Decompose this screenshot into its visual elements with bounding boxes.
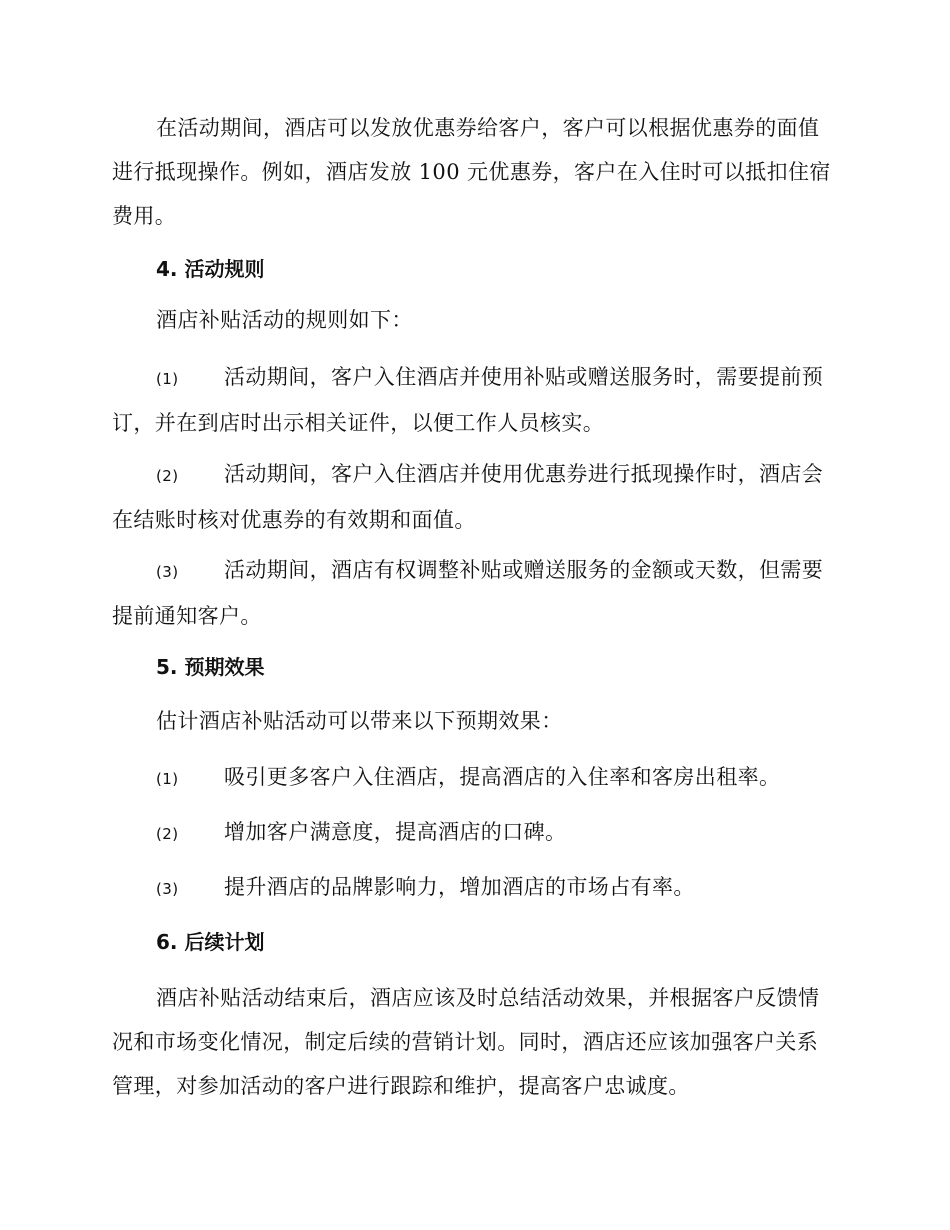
rule-item-2-continued: 在结账时核对优惠券的有效期和面值。 [112,508,476,532]
effect-item-3-number: (3) [156,880,179,898]
section-6-paragraph [112,976,832,1108]
section-5-intro: 估计酒店补贴活动可以带来以下预期效果： [156,709,563,733]
rule-item-3-continued: 提前通知客户。 [112,604,262,628]
section-4-intro: 酒店补贴活动的规则如下： [156,308,413,332]
coupon-line-2: 进行抵现操作。例如，酒店发放 100 元优惠券，客户在入住时可以抵扣住宿 [112,160,831,184]
effect-item-1 [112,755,832,801]
effect-item-2-text: 增加客户满意度，提高酒店的口碑。 [224,820,567,844]
section-4-heading: 4. 活动规则 [156,257,265,281]
section-5-heading: 5. 预期效果 [156,655,265,679]
coupon-line-1: 在活动期间，酒店可以发放优惠券给客户，客户可以根据优惠券的面值 [156,116,820,140]
rule-item-2-text: 活动期间，客户入住酒店并使用优惠券进行抵现操作时，酒店会 [224,462,824,486]
effect-item-1-text: 吸引更多客户入住酒店，提高酒店的入住率和客房出租率。 [224,765,781,789]
plan-line-1: 酒店补贴活动结束后，酒店应该及时总结活动效果，并根据客户反馈情 [156,986,820,1010]
effect-item-3-text: 提升酒店的品牌影响力，增加酒店的市场占有率。 [224,875,695,899]
rule-item-3-text: 活动期间，酒店有权调整补贴或赠送服务的金额或天数，但需要 [224,558,824,582]
plan-line-3: 管理，对参加活动的客户进行跟踪和维护，提高客户忠诚度。 [112,1074,690,1098]
rule-item-2 [112,452,832,542]
plan-line-2: 况和市场变化情况，制定后续的营销计划。同时，酒店还应该加强客户关系 [112,1030,819,1054]
rule-item-1 [112,355,832,445]
coupon-line-3: 费用。 [112,204,177,228]
rule-item-3 [112,548,832,638]
rule-item-1-continued: 订，并在到店时出示相关证件，以便工作人员核实。 [112,411,605,435]
rule-item-3-number: (3) [156,563,179,581]
section-6-heading: 6. 后续计划 [156,930,265,954]
effect-item-2-number: (2) [156,825,179,843]
coupon-paragraph [112,106,832,238]
effect-item-1-number: (1) [156,770,179,788]
effect-item-2 [112,810,832,856]
rule-item-2-number: (2) [156,467,179,485]
rule-item-1-number: (1) [156,370,179,388]
effect-item-3 [112,865,832,911]
rule-item-1-text: 活动期间，客户入住酒店并使用补贴或赠送服务时，需要提前预 [224,365,824,389]
